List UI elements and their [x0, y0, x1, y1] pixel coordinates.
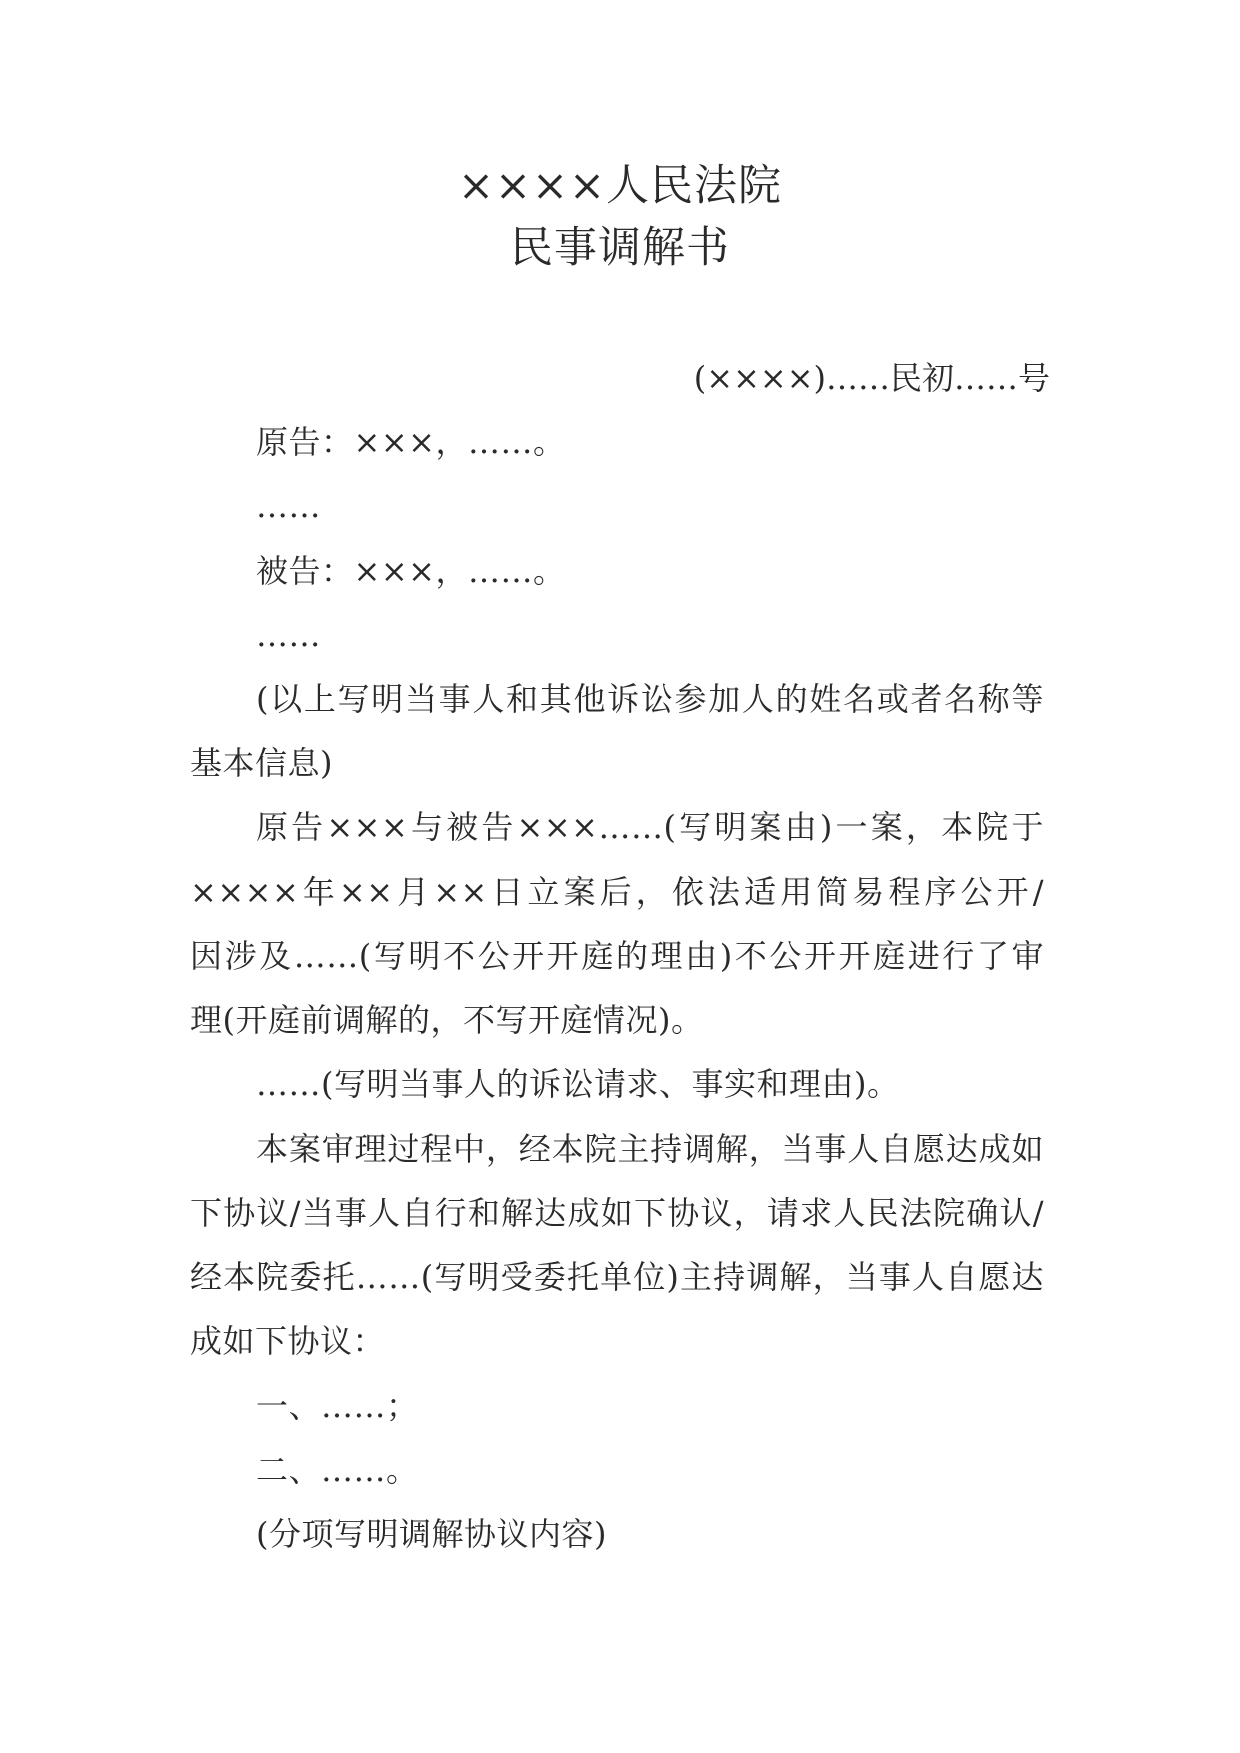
procedure-line2: ××××年××月××日立案后，依法适用简易程序公开/ — [190, 873, 1044, 911]
procedure-line1: 原告×××与被告×××……(写明案由)一案，本院于 — [256, 808, 1044, 846]
mediation-line3: 经本院委托……(写明受委托单位)主持调解，当事人自愿达 — [190, 1258, 1044, 1296]
agreement-item-2: 二、……。 — [256, 1451, 419, 1489]
parties-note-line2: 基本信息) — [190, 744, 333, 782]
parties-note-line1: (以上写明当事人和其他诉讼参加人的姓名或者名称等 — [256, 680, 1044, 718]
defendant-line: 被告：×××，……。 — [256, 552, 566, 590]
mediation-line4: 成如下协议： — [190, 1322, 386, 1360]
case-number: (××××)……民初……号 — [693, 359, 1050, 397]
plaintiff-line: 原告：×××，……。 — [256, 423, 566, 461]
procedure-line4: 理(开庭前调解的，不写开庭情况)。 — [190, 1001, 704, 1039]
agreement-note: (分项写明调解协议内容) — [256, 1515, 607, 1553]
claims-line: ……(写明当事人的诉讼请求、事实和理由)。 — [256, 1065, 900, 1103]
defendant-more: …… — [256, 616, 321, 654]
plaintiff-more: …… — [256, 487, 321, 525]
agreement-item-1: 一、……； — [256, 1387, 419, 1425]
court-name: ××××人民法院 — [457, 161, 783, 211]
document-title: 民事调解书 — [510, 223, 730, 273]
mediation-line2: 下协议/当事人自行和解达成如下协议，请求人民法院确认/ — [190, 1194, 1044, 1232]
mediation-line1: 本案审理过程中，经本院主持调解，当事人自愿达成如 — [256, 1130, 1044, 1168]
procedure-line3: 因涉及……(写明不公开开庭的理由)不公开开庭进行了审 — [190, 937, 1044, 975]
